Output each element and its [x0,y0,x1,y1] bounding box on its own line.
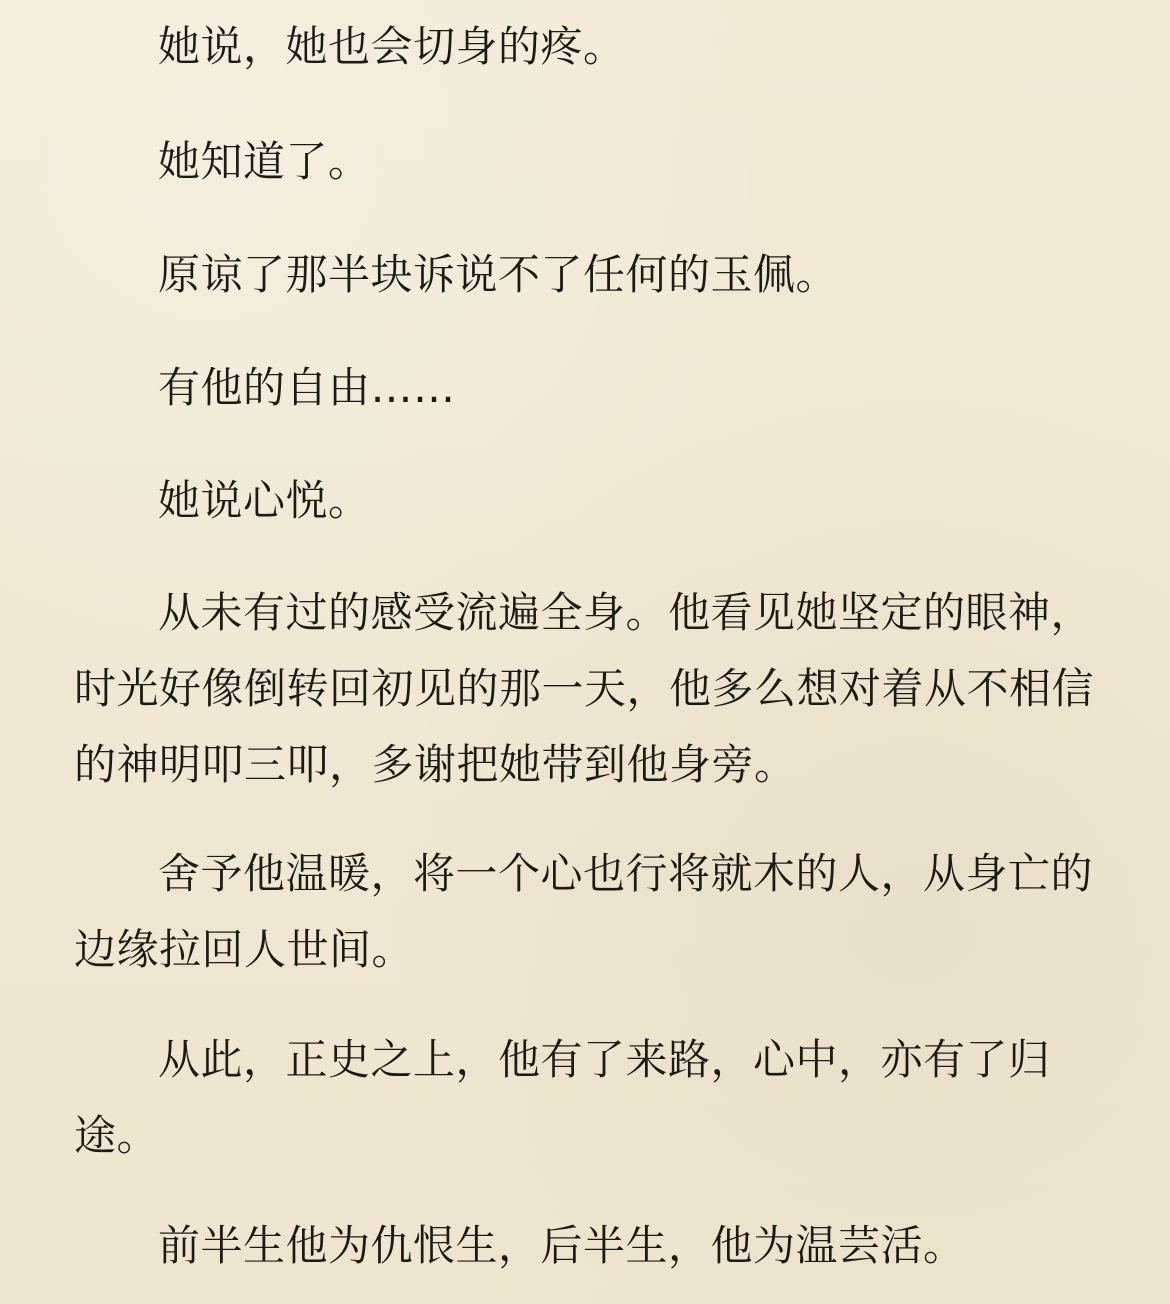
paragraph: 她说心悦。 [158,476,371,525]
paragraph: 从未有过的感受流遍全身。他看见她坚定的眼神，时光好像倒转回初见的那一天，他多么想对着从不相信的神明叩三叩，多谢把她带到他身旁。 [74,588,1095,789]
paragraph: 她说，她也会切身的疼。 [158,22,626,71]
paragraph: 从此，正史之上，他有了来路，心中，亦有了归途。 [74,1035,1051,1160]
paragraph: 原谅了那半块诉说不了任何的玉佩。 [158,250,839,299]
paragraph: 舍予他温暖，将一个心也行将就木的人，从身亡的边缘拉回人世间。 [74,849,1094,974]
paragraph: 前半生他为仇恨生，后半生，他为温芸活。 [158,1221,966,1270]
paragraph: 有他的自由…… [158,363,456,412]
paragraph: 她知道了。 [158,137,371,186]
